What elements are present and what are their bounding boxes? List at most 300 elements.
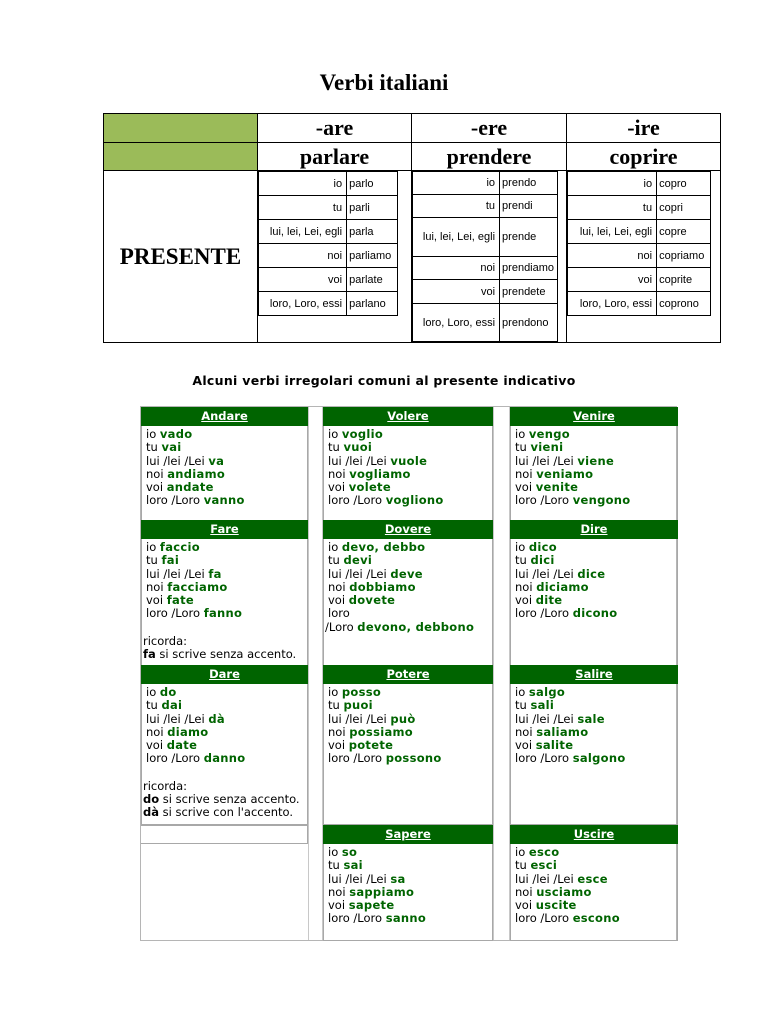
verb-form: volete xyxy=(348,480,391,495)
conjugation-line xyxy=(328,713,492,726)
conjugation-line xyxy=(328,699,492,712)
conjugation-line xyxy=(328,739,492,752)
verb-form: diciamo xyxy=(536,579,589,594)
pronoun: io xyxy=(146,540,160,554)
irregular-subtitle: Alcuni verbi irregolari comuni al presente indicativo xyxy=(192,373,576,388)
verb-title-dare[interactable]: Dare xyxy=(141,665,308,684)
conjugation-list xyxy=(323,539,493,666)
verb-form: voglio xyxy=(341,427,384,441)
conjugation-line xyxy=(328,494,492,507)
verb-form: va xyxy=(208,453,225,468)
verb-block-fare xyxy=(141,520,308,666)
verb-block-uscire xyxy=(510,825,678,941)
verb-block-potere xyxy=(323,665,493,825)
conjugation-line xyxy=(328,752,492,765)
reminder-text: si scrive senza accento. xyxy=(159,792,300,807)
verb-form: esco xyxy=(528,845,560,859)
verb-form: devono, debbono xyxy=(357,619,475,634)
conjugation-line xyxy=(515,912,677,925)
conjugation-line xyxy=(328,428,492,441)
tense-label: PRESENTE xyxy=(104,171,258,343)
conjugation-coprire xyxy=(567,171,721,343)
pronoun: voi xyxy=(515,738,536,753)
verb-form: può xyxy=(390,711,416,726)
pronoun: io xyxy=(259,172,347,196)
verb-form: uscite xyxy=(535,898,577,913)
pronoun: loro, Loro, essi xyxy=(413,304,500,342)
pronoun: noi xyxy=(146,579,168,594)
verb-form: veniamo xyxy=(536,466,594,481)
pronoun: voi xyxy=(328,593,349,608)
pronoun: loro /Loro xyxy=(146,493,204,508)
verb-form: dice xyxy=(577,566,606,581)
pronoun: lui, lei, Lei, egli xyxy=(568,220,657,244)
conjugation-line xyxy=(515,441,677,454)
regular-verbs-table xyxy=(103,113,721,343)
conjugation-list xyxy=(510,426,678,521)
verb-form: danno xyxy=(203,751,246,766)
pronoun: noi xyxy=(515,579,537,594)
ending-ire: -ire xyxy=(567,114,721,143)
conjugation-line xyxy=(515,607,677,620)
verb-form: andiamo xyxy=(167,466,226,481)
pronoun: tu xyxy=(515,698,531,713)
infinitive-prendere: prendere xyxy=(412,143,567,171)
verb-form: dico xyxy=(528,540,557,554)
pronoun: loro /Loro xyxy=(328,493,386,508)
pronoun: lui, lei, Lei, egli xyxy=(259,220,347,244)
verb-title-venire[interactable]: Venire xyxy=(510,407,678,426)
conjugation-list xyxy=(510,684,678,825)
verb-form: vuole xyxy=(390,453,428,468)
verb-form: vuoi xyxy=(343,440,373,455)
verb-form: copri xyxy=(657,196,711,220)
pronoun: io xyxy=(328,845,342,859)
verb-form: prende xyxy=(500,218,558,257)
verb-block-dire xyxy=(510,520,678,666)
conjugation-line xyxy=(146,428,307,441)
pronoun: lui /lei /Lei xyxy=(146,453,209,468)
conjugation-line xyxy=(515,739,677,752)
conjugation-line xyxy=(515,846,677,859)
conjugation-line xyxy=(515,568,677,581)
pronoun: loro /Loro xyxy=(328,751,386,766)
pronoun: noi xyxy=(328,724,350,739)
pronoun: io xyxy=(146,685,160,699)
pronoun: voi xyxy=(413,280,500,304)
pronoun: loro, Loro, essi xyxy=(259,292,347,316)
verb-block-andare xyxy=(141,407,308,521)
irregular-verbs-grid xyxy=(140,406,677,941)
verb-form: vogliono xyxy=(385,493,444,508)
pronoun: tu xyxy=(146,553,162,568)
pronoun: lui /lei /Lei xyxy=(328,711,391,726)
conjugation-list xyxy=(510,539,678,666)
verb-title-uscire[interactable]: Uscire xyxy=(510,825,678,844)
verb-form: prendete xyxy=(500,280,558,304)
verb-form: dovete xyxy=(348,593,396,608)
verb-form: copriamo xyxy=(657,244,711,268)
pronoun: voi xyxy=(328,480,349,495)
conjugation-list xyxy=(141,684,308,825)
verb-form: sali xyxy=(530,698,555,713)
pronoun: io xyxy=(515,685,529,699)
reminder-line xyxy=(143,648,307,661)
conjugation-line xyxy=(146,739,307,752)
conjugation-line xyxy=(515,899,677,912)
verb-title-dire[interactable]: Dire xyxy=(510,520,678,539)
conjugation-line xyxy=(146,568,307,581)
conjugation-line xyxy=(515,752,677,765)
verb-form: possono xyxy=(385,751,442,766)
verb-form: sai xyxy=(343,858,363,873)
pronoun: voi xyxy=(568,268,657,292)
pronoun: loro /Loro xyxy=(515,911,573,926)
pronoun: io xyxy=(413,172,500,195)
conjugation-line xyxy=(515,428,677,441)
verb-form: vado xyxy=(159,427,193,441)
conjugation-line xyxy=(515,455,677,468)
reminder-note xyxy=(143,635,307,662)
pronoun: io xyxy=(328,540,342,554)
verb-form: dite xyxy=(535,593,563,608)
verb-form: coprite xyxy=(657,268,711,292)
reminder-label: ricorda: xyxy=(143,778,188,793)
verb-form: so xyxy=(341,845,358,859)
pronoun: tu xyxy=(413,195,500,218)
verb-title-salire[interactable]: Salire xyxy=(510,665,678,684)
conjugation-line xyxy=(328,481,492,494)
conjugation-list xyxy=(141,426,308,521)
verb-form: parli xyxy=(347,196,398,220)
pronoun: voi xyxy=(146,480,167,495)
verb-form: dici xyxy=(530,553,555,568)
conjugation-line xyxy=(146,594,307,607)
pronoun: voi xyxy=(515,898,536,913)
verb-form: devi xyxy=(343,553,373,568)
pronoun: noi xyxy=(515,466,537,481)
verb-form: sappiamo xyxy=(349,884,415,899)
conjugation-line xyxy=(146,468,307,481)
reminder-label: ricorda: xyxy=(143,633,188,648)
verb-form: faccio xyxy=(159,540,200,554)
conjugation-line xyxy=(328,726,492,739)
verb-form: fa xyxy=(208,566,222,581)
pronoun: noi xyxy=(328,466,350,481)
conjugation-line xyxy=(515,541,677,554)
verb-form: dobbiamo xyxy=(349,579,416,594)
pronoun: noi xyxy=(146,466,168,481)
conjugation-line xyxy=(146,726,307,739)
verb-form: vanno xyxy=(203,493,245,508)
pronoun: io xyxy=(328,427,342,441)
conjugation-line xyxy=(146,541,307,554)
pronoun: tu xyxy=(259,196,347,220)
verb-form: salgono xyxy=(572,751,626,766)
verb-block-venire xyxy=(510,407,678,521)
pronoun: lui /lei /Lei xyxy=(515,871,578,886)
verb-form: saliamo xyxy=(536,724,589,739)
verb-form: copre xyxy=(657,220,711,244)
verb-form: fai xyxy=(161,553,180,568)
conjugation-line xyxy=(328,912,492,925)
verb-form: andate xyxy=(166,480,214,495)
pronoun: tu xyxy=(328,858,344,873)
conjugation-line xyxy=(146,494,307,507)
conjugation-line xyxy=(515,699,677,712)
pronoun: lui /lei /Lei xyxy=(515,566,578,581)
verb-form: vogliamo xyxy=(349,466,411,481)
conjugation-line xyxy=(328,607,492,620)
verb-form: sa xyxy=(390,871,406,886)
verb-title-dovere[interactable]: Dovere xyxy=(323,520,493,539)
reminder-word: do xyxy=(143,792,160,807)
pronoun: io xyxy=(568,172,657,196)
pronoun: lui, lei, Lei, egli xyxy=(413,218,500,257)
verb-form: copro xyxy=(657,172,711,196)
conjugation-line xyxy=(515,468,677,481)
verb-form: deve xyxy=(390,566,423,581)
conjugation-line xyxy=(515,581,677,594)
conjugation-line xyxy=(328,899,492,912)
verb-form: coprono xyxy=(657,292,711,316)
verb-title-sapere[interactable]: Sapere xyxy=(323,825,493,844)
verb-form: vieni xyxy=(530,440,564,455)
pronoun: lui /lei /Lei xyxy=(328,453,391,468)
verb-block-sapere xyxy=(323,825,493,941)
verb-form: viene xyxy=(577,453,615,468)
verb-form: potete xyxy=(348,738,394,753)
conjugation-line xyxy=(328,686,492,699)
pronoun: tu xyxy=(146,698,162,713)
conjugation-line xyxy=(515,726,677,739)
pronoun: io xyxy=(515,540,529,554)
pronoun: lui /lei /Lei xyxy=(146,566,209,581)
conjugation-line xyxy=(328,468,492,481)
pronoun: loro xyxy=(328,606,350,621)
pronoun: lui /lei /Lei xyxy=(328,566,391,581)
pronoun: tu xyxy=(568,196,657,220)
verb-form: fate xyxy=(166,593,194,608)
pronoun: tu xyxy=(515,858,531,873)
pronoun: lui /lei /Lei xyxy=(146,711,209,726)
verb-form: fanno xyxy=(203,606,243,621)
pronoun: loro /Loro xyxy=(515,751,573,766)
pronoun: io xyxy=(515,427,529,441)
pronoun: loro, Loro, essi xyxy=(568,292,657,316)
infinitive-parlare: parlare xyxy=(258,143,412,171)
pronoun: io xyxy=(515,845,529,859)
conjugation-line xyxy=(515,481,677,494)
conjugation-list xyxy=(323,844,493,941)
reminder-word: dà xyxy=(143,805,159,820)
conjugation-line xyxy=(146,441,307,454)
conjugation-line xyxy=(325,621,492,634)
reminder-word: fa xyxy=(143,647,156,662)
pronoun: noi xyxy=(515,884,537,899)
verb-form: puoi xyxy=(343,698,373,713)
infinitive-coprire: coprire xyxy=(567,143,721,171)
verb-form: parlano xyxy=(347,292,398,316)
conjugation-line xyxy=(328,541,492,554)
verb-form: usciamo xyxy=(536,884,592,899)
ending-are: -are xyxy=(258,114,412,143)
verb-title-volere[interactable]: Volere xyxy=(323,407,493,426)
verb-form: diamo xyxy=(167,724,209,739)
conjugation-line xyxy=(146,554,307,567)
conjugation-line xyxy=(328,568,492,581)
conjugation-list xyxy=(141,539,308,666)
verb-form: sanno xyxy=(385,911,427,926)
verb-form: prendiamo xyxy=(500,257,558,280)
pronoun: voi xyxy=(146,593,167,608)
pronoun: noi xyxy=(568,244,657,268)
pronoun: tu xyxy=(146,440,162,455)
pronoun: loro /Loro xyxy=(146,606,204,621)
conjugation-line xyxy=(328,554,492,567)
conjugation-line xyxy=(328,594,492,607)
pronoun: io xyxy=(328,685,342,699)
verb-form: vai xyxy=(161,440,182,455)
conjugation-line xyxy=(515,859,677,872)
verb-form: prendi xyxy=(500,195,558,218)
verb-form: prendo xyxy=(500,172,558,195)
pronoun: tu xyxy=(328,698,344,713)
conjugation-line xyxy=(146,713,307,726)
verb-form: posso xyxy=(341,685,382,699)
conjugation-line xyxy=(515,886,677,899)
pronoun: lui /lei /Lei xyxy=(515,711,578,726)
column-gutter xyxy=(308,407,323,940)
conjugation-prendere xyxy=(412,171,567,343)
conjugation-line xyxy=(515,594,677,607)
verb-form: parliamo xyxy=(347,244,398,268)
pronoun: tu xyxy=(328,553,344,568)
verb-form: facciamo xyxy=(167,579,228,594)
pronoun: loro /Loro xyxy=(146,751,204,766)
pronoun: lui /lei /Lei xyxy=(515,453,578,468)
verb-form: escono xyxy=(572,911,620,926)
pronoun: noi xyxy=(328,884,350,899)
pronoun: tu xyxy=(515,440,531,455)
verb-form: salite xyxy=(535,738,574,753)
conjugation-line xyxy=(515,686,677,699)
conjugation-line xyxy=(515,713,677,726)
conjugation-line xyxy=(146,581,307,594)
verb-form: vengo xyxy=(528,427,571,441)
conjugation-line xyxy=(328,846,492,859)
verb-title-andare[interactable]: Andare xyxy=(141,407,308,426)
verb-title-fare[interactable]: Fare xyxy=(141,520,308,539)
conjugation-line xyxy=(146,455,307,468)
verb-form: possiamo xyxy=(349,724,413,739)
conjugation-line xyxy=(146,699,307,712)
pronoun: loro /Loro xyxy=(515,606,573,621)
pronoun: noi xyxy=(515,724,537,739)
conjugation-list xyxy=(323,426,493,521)
pronoun: tu xyxy=(515,553,531,568)
reminder-note xyxy=(143,780,307,820)
pronoun: noi xyxy=(146,724,168,739)
pronoun: io xyxy=(146,427,160,441)
verb-form: vengono xyxy=(572,493,631,508)
verb-form: devo, debbo xyxy=(341,540,426,554)
conjugation-line xyxy=(328,873,492,886)
pronoun: voi xyxy=(515,593,536,608)
header-swatch xyxy=(104,143,258,171)
verb-form: dicono xyxy=(572,606,618,621)
pronoun: lui /lei /Lei xyxy=(328,871,391,886)
column-gutter xyxy=(493,407,510,940)
page-title: Verbi italiani xyxy=(319,70,449,95)
verb-title-potere[interactable]: Potere xyxy=(323,665,493,684)
reminder-line xyxy=(143,806,307,819)
verb-form: parla xyxy=(347,220,398,244)
conjugation-line xyxy=(328,455,492,468)
conjugation-line xyxy=(146,481,307,494)
conjugation-list xyxy=(510,844,678,941)
verb-form: sapete xyxy=(348,898,395,913)
ending-ere: -ere xyxy=(412,114,567,143)
verb-block-salire xyxy=(510,665,678,825)
verb-block-volere xyxy=(323,407,493,521)
conjugation-line xyxy=(515,494,677,507)
verb-form: parlate xyxy=(347,268,398,292)
pronoun: tu xyxy=(328,440,344,455)
header-swatch xyxy=(104,114,258,143)
conjugation-line xyxy=(328,581,492,594)
verb-form: esci xyxy=(530,858,558,873)
pronoun: voi xyxy=(328,738,349,753)
conjugation-line xyxy=(515,554,677,567)
verb-form: parlo xyxy=(347,172,398,196)
empty-cell xyxy=(141,825,308,844)
reminder-line xyxy=(143,793,307,806)
conjugation-line xyxy=(328,859,492,872)
pronoun: voi xyxy=(328,898,349,913)
verb-form: dai xyxy=(161,698,183,713)
pronoun: noi xyxy=(413,257,500,280)
conjugation-parlare xyxy=(258,171,412,343)
verb-form: esce xyxy=(577,871,608,886)
pronoun: voi xyxy=(515,480,536,495)
verb-form: sale xyxy=(577,711,605,726)
verb-block-dovere xyxy=(323,520,493,666)
pronoun: noi xyxy=(328,579,350,594)
verb-form: dà xyxy=(208,711,225,726)
conjugation-line xyxy=(515,873,677,886)
verb-form: do xyxy=(159,685,177,699)
pronoun: voi xyxy=(259,268,347,292)
pronoun: loro /Loro xyxy=(328,911,386,926)
pronoun: noi xyxy=(259,244,347,268)
conjugation-line xyxy=(146,686,307,699)
pronoun: loro /Loro xyxy=(515,493,573,508)
verb-form: prendono xyxy=(500,304,558,342)
conjugation-line xyxy=(328,441,492,454)
conjugation-line xyxy=(328,886,492,899)
reminder-text: si scrive senza accento. xyxy=(155,647,297,662)
verb-form: salgo xyxy=(528,685,566,699)
verb-block-dare xyxy=(141,665,308,825)
conjugation-line xyxy=(146,752,307,765)
verb-form: date xyxy=(166,738,198,753)
pronoun: voi xyxy=(146,738,167,753)
verb-form: venite xyxy=(535,480,579,495)
pronoun: /Loro xyxy=(325,619,358,634)
reminder-text: si scrive con l'accento. xyxy=(159,805,293,820)
conjugation-list xyxy=(323,684,493,825)
